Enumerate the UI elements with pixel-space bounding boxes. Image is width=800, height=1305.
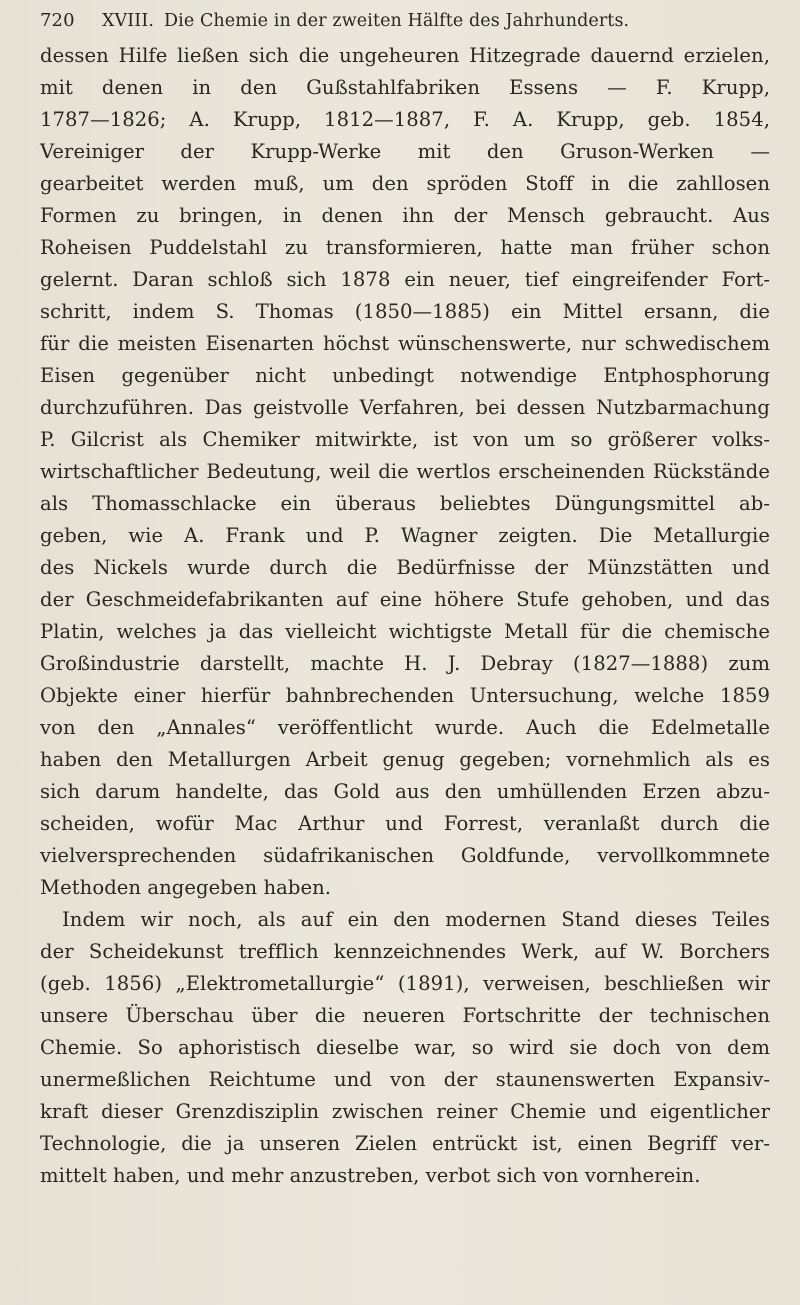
- text-line: mit denen in den Gußstahlfabriken Essens — F. Krupp,: [40, 76, 770, 99]
- text-line: dessen Hilfe ließen sich die ungeheuren Hitzegrade dauernd erzielen,: [40, 44, 770, 67]
- text-line: Objekte einer hierfür bahnbrechenden Untersuchung, welche 1859: [40, 684, 770, 707]
- text-line: scheiden, wofür Mac Arthur und Forrest, veranlaßt durch die: [40, 812, 770, 835]
- text-line: vielversprechenden südafrikanischen Goldfunde, vervollkommnete: [40, 844, 770, 867]
- text-line: gearbeitet werden muß, um den spröden Stoff in die zahllosen: [40, 172, 770, 195]
- text-line: Vereiniger der Krupp-Werke mit den Gruson-Werken —: [40, 140, 770, 163]
- body-text: [40, 40, 770, 1192]
- text-line: Formen zu bringen, in denen ihn der Mensch gebraucht. Aus: [40, 204, 770, 227]
- text-line: Indem wir noch, als auf ein den modernen Stand dieses Teiles: [62, 908, 770, 931]
- text-line: sich darum handelte, das Gold aus den umhüllenden Erzen abzu-: [40, 780, 770, 803]
- text-line: Methoden angegeben haben.: [40, 876, 332, 899]
- text-line: Platin, welches ja das vielleicht wichtigste Metall für die chemische: [40, 620, 770, 643]
- text-line: mittelt haben, und mehr anzustreben, verbot sich von vornherein.: [40, 1164, 701, 1187]
- text-line: haben den Metallurgen Arbeit genug gegeben; vornehmlich als es: [40, 748, 770, 771]
- text-line: Eisen gegenüber nicht unbedingt notwendige Entphosphorung: [40, 364, 770, 387]
- chapter-title: Die Chemie in der zweiten Hälfte des Jahrhunderts.: [164, 11, 630, 31]
- text-line: kraft dieser Grenzdisziplin zwischen reiner Chemie und eigentlicher: [40, 1100, 770, 1123]
- text-line: geben, wie A. Frank und P. Wagner zeigten. Die Metallurgie: [40, 524, 770, 547]
- text-line: für die meisten Eisenarten höchst wünschenswerte, nur schwedischem: [40, 332, 770, 355]
- text-line: als Thomasschlacke ein überaus beliebtes Düngungsmittel ab-: [40, 492, 770, 515]
- text-line: von den „Annales“ veröffentlicht wurde. Auch die Edelmetalle: [40, 716, 770, 739]
- text-line: Roheisen Puddelstahl zu transformieren, hatte man früher schon: [40, 236, 770, 259]
- text-line: unsere Überschau über die neueren Fortschritte der technischen: [40, 1004, 770, 1027]
- text-line: gelernt. Daran schloß sich 1878 ein neuer, tief eingreifender Fort-: [40, 268, 770, 291]
- text-line: Chemie. So aphoristisch dieselbe war, so wird sie doch von dem: [40, 1036, 770, 1059]
- page-number: 720: [40, 10, 75, 31]
- text-line: Technologie, die ja unseren Zielen entrückt ist, einen Begriff ver-: [40, 1132, 770, 1155]
- text-line: (geb. 1856) „Elektrometallurgie“ (1891), verweisen, beschließen wir: [40, 972, 770, 995]
- text-line: Großindustrie darstellt, machte H. J. Debray (1827—1888) zum: [40, 652, 770, 675]
- text-line: der Geschmeidefabrikanten auf eine höhere Stufe gehoben, und das: [40, 588, 770, 611]
- text-line: 1787—1826; A. Krupp, 1812—1887, F. A. Krupp, geb. 1854,: [40, 108, 770, 131]
- text-line: wirtschaftlicher Bedeutung, weil die wertlos erscheinenden Rückstände: [40, 460, 770, 483]
- chapter-numeral: XVIII.: [102, 11, 154, 31]
- running-head: [40, 10, 770, 38]
- text-line: unermeßlichen Reichtume und von der staunenswerten Expansiv-: [40, 1068, 770, 1091]
- paragraph-1: [40, 40, 770, 904]
- text-line: P. Gilcrist als Chemiker mitwirkte, ist von um so größerer volks-: [40, 428, 770, 451]
- text-line: schritt, indem S. Thomas (1850—1885) ein Mittel ersann, die: [40, 300, 770, 323]
- paragraph-2: [40, 904, 770, 1192]
- text-line: der Scheidekunst trefflich kennzeichnendes Werk, auf W. Borchers: [40, 940, 770, 963]
- text-line: des Nickels wurde durch die Bedürfnisse der Münzstätten und: [40, 556, 770, 579]
- text-line: durchzuführen. Das geistvolle Verfahren, bei dessen Nutzbarmachung: [40, 396, 770, 419]
